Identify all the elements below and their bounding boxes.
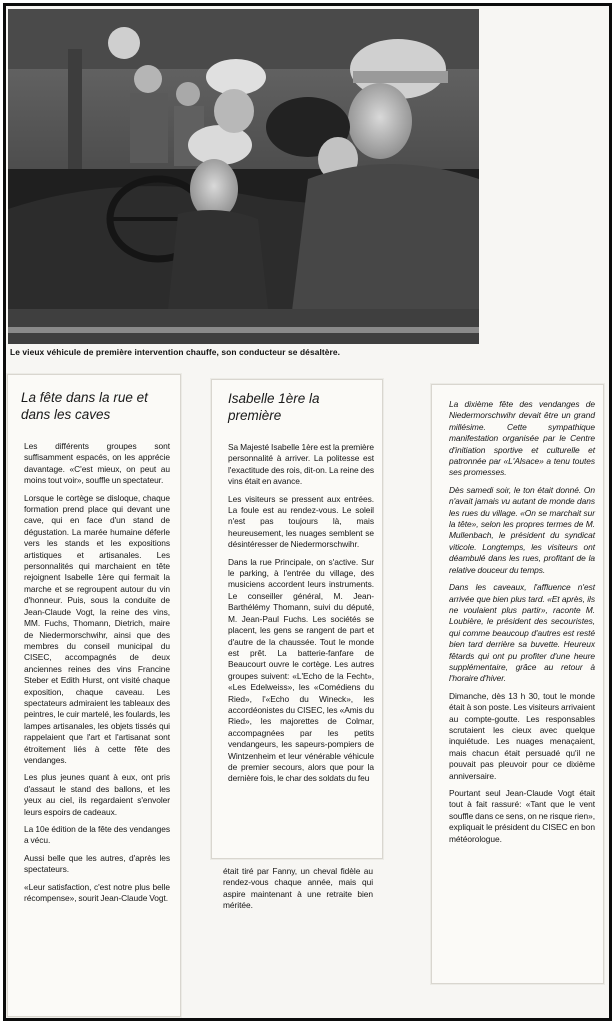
article-left-body (8, 441, 180, 904)
paragraph: La dixième fête des vendanges de Niedermorschwihr devait être un grand millésime. Cette sympathique manifestation organisée par le Centre d'initiation sportive et culturelle et patronnée par «L'Alsace» a tenu toutes ses promesses. (449, 399, 595, 478)
paragraph: Les plus jeunes quant à eux, ont pris d'assaut le stand des ballons, et les yeux au ciel, ils regardaient s'envoler leurs espoirs de cadeaux. (24, 772, 170, 817)
article-left-headline: La fête dans la rue et dans les caves (21, 390, 148, 422)
paragraph: Pourtant seul Jean-Claude Vogt était tout à fait rassuré: «Tant que le vent souffle dans ce sens, on ne risque rien», expliquait le président du CISEC en bon météorologue. (449, 788, 595, 844)
paragraph: Dimanche, dès 13 h 30, tout le monde était à son poste. Les visiteurs arrivaient au compte-goutte. Les responsables scrutaient les cieux avec quelque inquiétude. Les nuages menaçaient, mais chacun était persuadé qu'il ne pouvait pas pleuvoir pour ce dixième anniversaire. (449, 690, 595, 781)
paragraph: «Leur satisfaction, c'est notre plus belle récompense», sourit Jean-Claude Vogt. (24, 881, 170, 904)
article-middle (211, 379, 383, 859)
article-middle-body (212, 442, 382, 785)
paragraph: Aussi belle que les autres, d'après les spectateurs. (24, 852, 170, 875)
paragraph: était tiré par Fanny, un cheval fidèle au rendez-vous chaque année, mais qui aspire maintenant à une retraite bien méritée. (223, 866, 373, 911)
article-middle-continuation (223, 866, 373, 924)
article-right (431, 384, 604, 984)
paragraph: Dans les caveaux, l'affluence n'est arrivée que bien plus tard. «Et après, ils ne voulaient plus partir», raconte M. Loubière, le président des secouristes, qui comme beaucoup d'autres est resté bien tard derrière sa buvette. Heureux fêtards qui ont pu profiter d'une heure supplémentaire, grâce au retour à l'horaire d'hiver. (449, 582, 595, 684)
paragraph: Dès samedi soir, le ton était donné. On n'avait jamais vu autant de monde dans les rues du village. «On se marchait sur la tête», selon les propres termes de M. Mullenbach, le président du syndicat viticole. Longtemps, les visiteurs ont déambulé dans les rues, profitant de la relative douceur du temps. (449, 484, 595, 575)
photo-caption: Le vieux véhicule de première intervention chauffe, son conducteur se désaltère. (10, 347, 341, 357)
firefighters-photo-illustration (8, 9, 479, 344)
news-photo (8, 9, 479, 344)
article-left (7, 374, 181, 1017)
paragraph: Les visiteurs se pressent aux entrées. La foule est au rendez-vous. Le soleil n'est pas toujours là, mais heureusement, les nuages semblent se désintéresser de Niedermorschwihr. (228, 493, 374, 550)
paragraph: La 10e édition de la fête des vendanges a vécu. (24, 824, 170, 846)
paragraph: Sa Majesté Isabelle 1ère est la première personnalité à arriver. La politesse est l'exactitude des rois, dit-on. La reine des vins était en avance. (228, 442, 374, 487)
paragraph: Dans la rue Principale, on s'active. Sur le parking, à l'entrée du village, des musiciens accordent leurs instruments. Le conseiller général, M. Jean-Barthélémy Thomann, suivi du député, M. Jean-Paul Fuchs. Les sociétés se placent, les gens se rangent de part et d'autre de la chaussée. Tout le monde est prêt. La batterie-fanfare de Beaucourt ouvre le cortège. Les autres groupes suivent: «L'Echo de la Fecht», «Les Edelweiss», les «Comédiens du Ried», l'«Echo du Wineck», les accordéonistes du CISEC, les «Amis du Ried», les majorettes de Colmar, accompagnées par les petits vendangeurs, les sapeurs-pompiers de Wintzenheim et leur vénérable véhicule de premier secours, alors que pour la dernière fois, le char des soldats du feu (228, 556, 374, 784)
article-right-body (432, 385, 603, 845)
article-middle-headline: Isabelle 1ère la première (228, 391, 320, 423)
paragraph: Lorsque le cortège se disloque, chaque formation prend place qui devant une cave, qui en face d'un stand de dégustation. La marée humaine déferle vers les stands et les expositions artistiques et artisanales. Les personnalités qui marchaient en tête rejoignent Isabelle 1ère qui fermait la marche et se regroupent autour du vin d'honneur. Puis, sous la conduite de Jean-Claude Vogt, la reine des vins, MM. Fuchs, Thomann, Dietrich, maire de Niedermorschwihr, ainsi que des membres du conseil municipal du CISEC, accompagnés de deux anciennes reines des vins Francine Steber et Edith Hurst, ont visité chaque exposition, chaque caveau. Les spectateurs admiraient les tableaux des peintres, le cuir martelé, les foulards, les lampes artisanales, les objets tissés qui rappelaient que l'art et l'artisanat sont étroitement liés à cette fête des vendanges. (24, 492, 170, 765)
paragraph: Les différents groupes sont suffisamment espacés, on les apprécie davantage. «C'est mieux, on peut au moins tout voir», souffle un spectateur. (24, 441, 170, 486)
